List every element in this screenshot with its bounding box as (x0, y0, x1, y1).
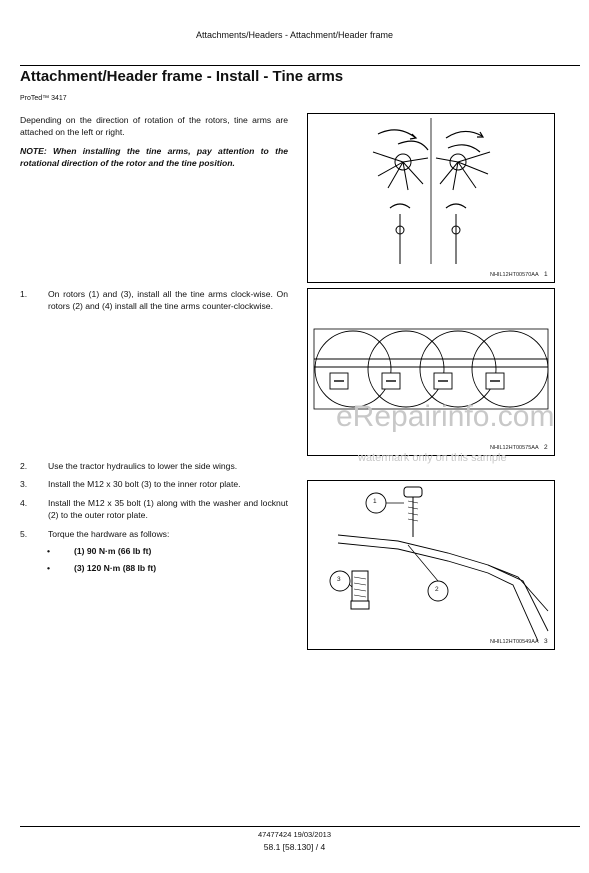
figure-3 (307, 480, 555, 650)
running-header: Attachments/Headers - Attachment/Header frame (195, 30, 394, 40)
header-rule (20, 65, 580, 66)
footer-rule (20, 826, 580, 827)
footer-page-number: 58.1 [58.130] / 4 (263, 842, 326, 852)
model-label: ProTed™ 3417 (20, 95, 67, 102)
figure-1 (307, 113, 555, 283)
step-text: Install the M12 x 30 bolt (3) to the inner rotor plate. (48, 479, 241, 489)
step-number: 2. (20, 461, 28, 471)
step-text: Torque the hardware as follows: (48, 529, 170, 539)
rotor-rotation-illustration (308, 114, 554, 282)
callout-1-label: 1 (373, 498, 377, 505)
step-text: On rotors (1) and (3), install all the tine arms clock-wise. On rotors (2) and (4) install all the tine arms counter-clockwise. (48, 289, 288, 311)
torque-bullet: • (47, 563, 51, 573)
note-paragraph: NOTE: When installing the tine arms, pay attention to the rotational direction of the rotor and the tine position. (20, 146, 288, 168)
figure-2-number: 2 (544, 444, 548, 451)
torque-item-1: (1) 90 N·m (66 lb ft) (74, 546, 152, 556)
figure-3-code: NHIL12HT00549AA (490, 639, 539, 645)
step-text: Install the M12 x 35 bolt (1) along with the washer and locknut (2) to the outer rotor plate. (48, 498, 288, 520)
step-number: 4. (20, 498, 28, 508)
footer-document-id: 47477424 19/03/2013 (258, 830, 331, 839)
watermark-brand: eRepairinfo.com (336, 400, 555, 433)
step-text: Use the tractor hydraulics to lower the side wings. (48, 461, 238, 471)
callout-2-label: 2 (435, 586, 439, 593)
torque-bullet: • (47, 546, 51, 556)
figure-1-code: NHIL12HT00570AA (490, 272, 539, 278)
step-number: 1. (20, 289, 28, 299)
callout-3-label: 3 (337, 576, 341, 583)
figure-1-number: 1 (544, 271, 548, 278)
step-number: 5. (20, 529, 28, 539)
figure-2-code: NHIL12HT00575AA (490, 445, 539, 451)
torque-item-3: (3) 120 N·m (88 lb ft) (74, 563, 157, 573)
watermark-notice: watermark only on this sample (358, 452, 507, 464)
section-title: Attachment/Header frame - Install - Tine arms (20, 68, 344, 85)
figure-3-number: 3 (544, 638, 548, 645)
step-number: 3. (20, 479, 28, 489)
intro-paragraph: Depending on the direction of rotation of the rotors, tine arms are attached on the left or right. (20, 115, 288, 137)
bolt-installation-illustration (308, 481, 554, 649)
